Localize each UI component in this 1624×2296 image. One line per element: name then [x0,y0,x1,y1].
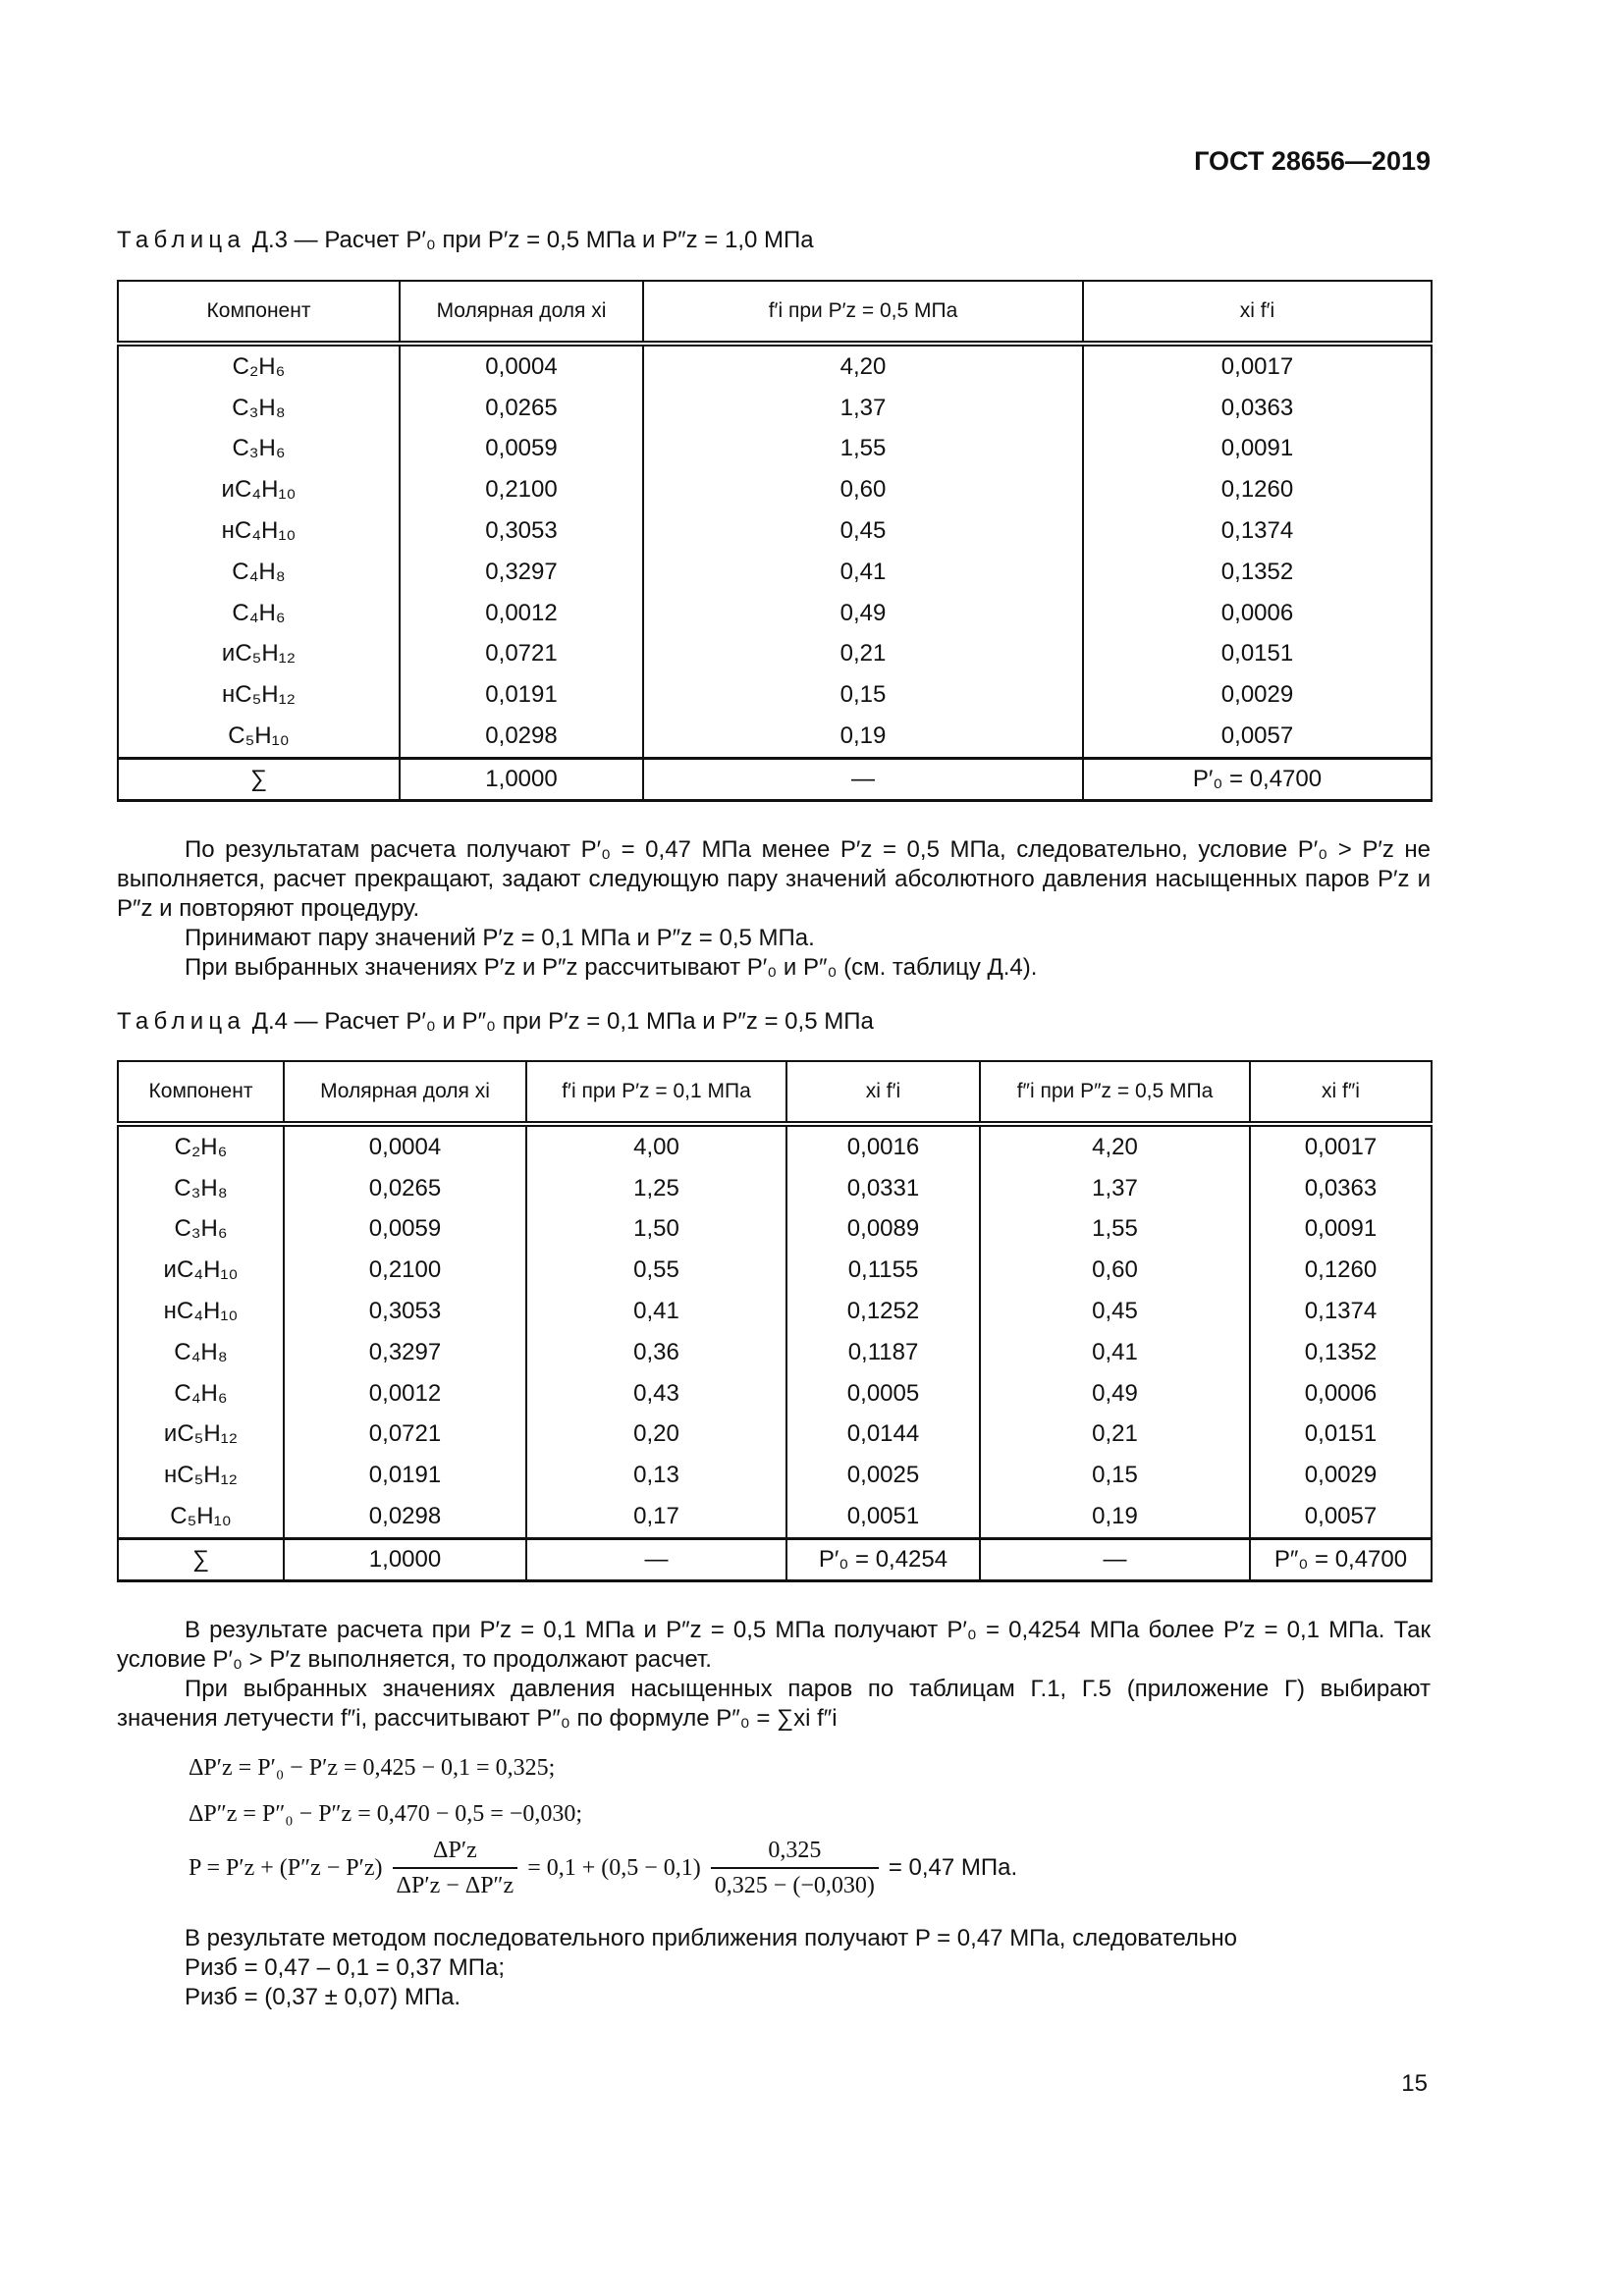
value-cell: 0,2100 [400,469,643,510]
value-cell: 0,3297 [400,552,643,593]
component-cell: нC₄H₁₀ [118,1291,284,1332]
table-row [118,552,1432,593]
value-cell: 0,20 [526,1415,786,1456]
value-cell: 0,1260 [1250,1250,1432,1291]
value-cell: 0,0298 [400,716,643,758]
component-cell: иC₅H₁₂ [118,634,400,675]
component-cell: C₂H₆ [118,344,400,388]
value-cell: 0,1352 [1250,1332,1432,1373]
value-cell: 1,25 [526,1168,786,1209]
value-cell: 1,55 [980,1209,1250,1251]
table-d3-caption [117,226,814,255]
column-header: Компонент [118,281,400,344]
value-cell: 0,1252 [786,1291,980,1332]
value-cell: 0,0298 [284,1496,526,1538]
paragraph-pair-values: Принимают пару значений P′z = 0,1 МПа и P″z = 0,5 МПа. [185,925,815,951]
fraction-2-denominator: 0,325 − (−0,030) [714,1873,875,1898]
value-cell: 0,0059 [400,429,643,470]
value-cell: 0,17 [526,1496,786,1538]
component-cell: C₄H₈ [118,1332,284,1373]
value-cell: 0,0265 [400,388,643,429]
value-cell: 0,2100 [284,1250,526,1291]
value-cell: 0,1187 [786,1332,980,1373]
value-cell: 0,0025 [786,1455,980,1496]
component-cell: C₄H₆ [118,593,400,634]
table-d3-label: Таблица [117,227,246,253]
value-cell: 0,0091 [1250,1209,1432,1251]
value-cell: 0,21 [980,1415,1250,1456]
value-cell: 0,0363 [1083,388,1432,429]
value-cell: 0,0029 [1083,674,1432,716]
component-cell: C₄H₈ [118,552,400,593]
value-cell: 0,36 [526,1332,786,1373]
value-cell: 0,41 [526,1291,786,1332]
value-cell: 0,0191 [284,1455,526,1496]
value-cell: 0,19 [980,1496,1250,1538]
table-d4-caption [117,1007,874,1037]
column-header: xi f′i [786,1061,980,1124]
value-cell: 0,0005 [786,1373,980,1415]
sum-row [118,1538,1432,1580]
component-cell: C₄H₆ [118,1373,284,1415]
paragraph-calc-d4: При выбранных значениях P′z и P″z рассчитывают P′₀ и P″₀ (см. таблицу Д.4). [185,954,1038,981]
formula-fraction-2 [711,1836,879,1900]
paragraph-result-d4: В результате расчета при P′z = 0,1 МПа и P″z = 0,5 МПа получают P′₀ = 0,4254 МПа более P′z = 0,1 МПа. Так условие P′₀ > P′z выполняется, то продолжают расчет. [117,1617,1431,1673]
value-cell: 4,00 [526,1124,786,1168]
formula-left-part: P = P′z + (P″z − P′z) [189,1855,383,1881]
component-cell: C₃H₈ [118,1168,284,1209]
table-row [118,344,1432,388]
value-cell: 0,0151 [1083,634,1432,675]
value-cell: 0,49 [643,593,1083,634]
formula-middle-part: = 0,1 + (0,5 − 0,1) [527,1855,701,1881]
value-cell: 0,0012 [284,1373,526,1415]
table-row [118,1373,1432,1415]
table-row [118,716,1432,758]
table-row [118,429,1432,470]
conclusion-line-3: Pизб = (0,37 ± 0,07) МПа. [185,1984,461,2010]
formula-result: = 0,47 МПа. [888,1854,1018,1881]
component-cell: C₃H₆ [118,1209,284,1251]
table-row [118,469,1432,510]
table-row [118,1250,1432,1291]
sum-value-cell: — [980,1538,1250,1580]
table-row [118,1415,1432,1456]
table-d4 [117,1060,1433,1582]
fraction-2-numerator: 0,325 [711,1836,879,1869]
value-cell: 1,37 [643,388,1083,429]
value-cell: 1,37 [980,1168,1250,1209]
value-cell: 0,0331 [786,1168,980,1209]
conclusion-line-1: В результате методом последовательного приближения получают P = 0,47 МПа, следовательно [185,1925,1237,1951]
value-cell: 0,0057 [1083,716,1432,758]
value-cell: 0,0006 [1083,593,1432,634]
value-cell: 0,1155 [786,1250,980,1291]
component-cell: C₃H₈ [118,388,400,429]
paragraph-result-d3: По результатам расчета получают P′₀ = 0,47 МПа менее P′z = 0,5 МПа, следовательно, условие P′₀ > P′z не выполняется, расчет прекращают, задают следующую пару значений абсолютного давления насыщенных паров P′z и P″z и повторяют процедуру. [117,836,1431,922]
value-cell: 0,60 [643,469,1083,510]
value-cell: 0,43 [526,1373,786,1415]
value-cell: 0,60 [980,1250,1250,1291]
table-d4-label: Таблица [117,1008,246,1035]
sum-value-cell: 1,0000 [400,758,643,800]
table-row [118,1209,1432,1251]
page-number: 15 [1401,2070,1428,2097]
value-cell: 0,1352 [1083,552,1432,593]
standard-designation: ГОСТ 28656—2019 [1194,146,1431,176]
value-cell: 0,41 [643,552,1083,593]
value-cell: 0,21 [643,634,1083,675]
value-cell: 0,0004 [284,1124,526,1168]
value-cell: 0,0016 [786,1124,980,1168]
sum-value-cell: — [526,1538,786,1580]
value-cell: 0,0004 [400,344,643,388]
column-header: Компонент [118,1061,284,1124]
sum-value-cell: P′₀ = 0,4700 [1083,758,1432,800]
column-header: f″i при P″z = 0,5 МПа [980,1061,1250,1124]
table-d4-header-row [118,1061,1432,1124]
value-cell: 0,0721 [284,1415,526,1456]
component-cell: нC₄H₁₀ [118,510,400,552]
table-row [118,593,1432,634]
sum-value-cell: P′₀ = 0,4254 [786,1538,980,1580]
value-cell: 0,0017 [1250,1124,1432,1168]
component-cell: иC₄H₁₀ [118,469,400,510]
value-cell: 0,1374 [1250,1291,1432,1332]
value-cell: 0,0051 [786,1496,980,1538]
value-cell: 0,0017 [1083,344,1432,388]
value-cell: 0,3297 [284,1332,526,1373]
paragraph-volatility: При выбранных значениях давления насыщенных паров по таблицам Г.1, Г.5 (приложение Г) выбирают значения летучести f″i, рассчитывают P″₀ по формуле P″₀ = ∑xi f″i [117,1676,1431,1732]
table-d4-caption-text: Д.4 — Расчет P′₀ и P″₀ при P′z = 0,1 МПа и P″z = 0,5 МПа [251,1008,874,1035]
value-cell: 0,49 [980,1373,1250,1415]
sum-symbol-cell: ∑ [118,758,400,800]
value-cell: 0,0265 [284,1168,526,1209]
table-row [118,1291,1432,1332]
value-cell: 0,0012 [400,593,643,634]
table-row [118,1496,1432,1538]
value-cell: 0,45 [980,1291,1250,1332]
value-cell: 0,45 [643,510,1083,552]
sum-row [118,758,1432,800]
table-row [118,674,1432,716]
component-cell: нC₅H₁₂ [118,1455,284,1496]
value-cell: 0,0089 [786,1209,980,1251]
value-cell: 1,55 [643,429,1083,470]
table-row [118,1124,1432,1168]
formula-delta-pz-prime: ΔP′z = P′₀ − P′z = 0,425 − 0,1 = 0,325; [189,1755,556,1781]
table-row [118,510,1432,552]
value-cell: 4,20 [643,344,1083,388]
value-cell: 0,0091 [1083,429,1432,470]
value-cell: 0,3053 [400,510,643,552]
value-cell: 0,0363 [1250,1168,1432,1209]
value-cell: 0,41 [980,1332,1250,1373]
table-row [118,1332,1432,1373]
fraction-1-denominator: ΔP′z − ΔP″z [396,1873,514,1898]
component-cell: C₅H₁₀ [118,716,400,758]
sum-value-cell: P″₀ = 0,4700 [1250,1538,1432,1580]
value-cell: 0,0059 [284,1209,526,1251]
value-cell: 0,19 [643,716,1083,758]
value-cell: 0,0721 [400,634,643,675]
table-row [118,634,1432,675]
component-cell: иC₄H₁₀ [118,1250,284,1291]
table-row [118,1168,1432,1209]
value-cell: 0,0144 [786,1415,980,1456]
value-cell: 0,1260 [1083,469,1432,510]
value-cell: 4,20 [980,1124,1250,1168]
component-cell: C₂H₆ [118,1124,284,1168]
column-header: xi f″i [1250,1061,1432,1124]
value-cell: 0,55 [526,1250,786,1291]
value-cell: 0,0057 [1250,1496,1432,1538]
column-header: f′i при P′z = 0,5 МПа [643,281,1083,344]
formula-interpolation [189,1836,1017,1900]
value-cell: 0,1374 [1083,510,1432,552]
value-cell: 0,0151 [1250,1415,1432,1456]
component-cell: C₅H₁₀ [118,1496,284,1538]
value-cell: 0,15 [643,674,1083,716]
sum-value-cell: — [643,758,1083,800]
column-header: Молярная доля xi [284,1061,526,1124]
conclusion-line-2: Pизб = 0,47 – 0,1 = 0,37 МПа; [185,1954,505,1981]
table-d3 [117,280,1433,802]
sum-value-cell: 1,0000 [284,1538,526,1580]
column-header: f′i при P′z = 0,1 МПа [526,1061,786,1124]
value-cell: 0,3053 [284,1291,526,1332]
column-header: xi f′i [1083,281,1432,344]
table-d3-header-row [118,281,1432,344]
sum-symbol-cell: ∑ [118,1538,284,1580]
component-cell: нC₅H₁₂ [118,674,400,716]
value-cell: 0,13 [526,1455,786,1496]
value-cell: 0,0191 [400,674,643,716]
column-header: Молярная доля xi [400,281,643,344]
value-cell: 0,0029 [1250,1455,1432,1496]
value-cell: 0,0006 [1250,1373,1432,1415]
component-cell: иC₅H₁₂ [118,1415,284,1456]
formula-fraction-1 [393,1836,518,1900]
formula-delta-pz-double-prime: ΔP″z = P″₀ − P″z = 0,470 − 0,5 = −0,030; [189,1801,583,1827]
table-d3-caption-text: Д.3 — Расчет P′₀ при P′z = 0,5 МПа и P″z = 1,0 МПа [251,227,814,253]
table-row [118,1455,1432,1496]
value-cell: 1,50 [526,1209,786,1251]
value-cell: 0,15 [980,1455,1250,1496]
table-row [118,388,1432,429]
component-cell: C₃H₆ [118,429,400,470]
fraction-1-numerator: ΔP′z [393,1836,518,1869]
